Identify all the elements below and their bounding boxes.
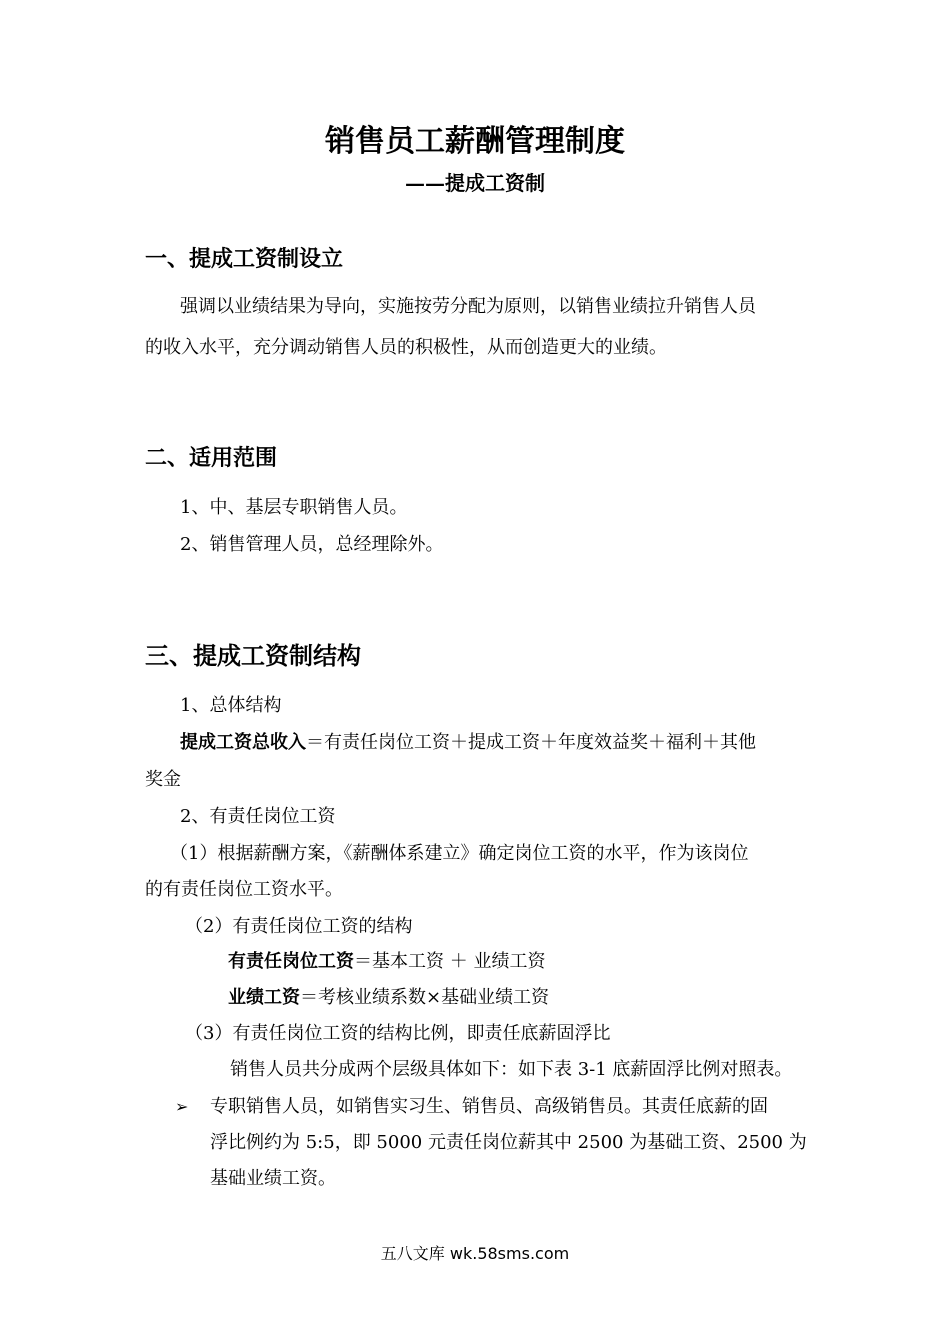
document-title: 销售员工薪酬管理制度 (325, 124, 625, 159)
section-3-item-2: 2、有责任岗位工资 (180, 806, 336, 827)
sub-item-3: （3）有责任岗位工资的结构比例，即责任底薪固浮比 (185, 1023, 611, 1044)
sub-item-2: （2）有责任岗位工资的结构 (185, 916, 413, 937)
position-wage-equation (228, 948, 545, 976)
total-income-term: 提成工资总收入 (180, 732, 306, 753)
total-income-formula-wrap: 奖金 (145, 769, 181, 790)
section-1-heading: 一、提成工资制设立 (145, 246, 344, 272)
bullet-line-3: 基础业绩工资。 (210, 1168, 336, 1189)
footer-watermark: 五八文库 wk.58sms.com (380, 1244, 570, 1263)
sub-item-3-description: 销售人员共分成两个层级具体如下：如下表 3-1 底薪固浮比例对照表。 (230, 1059, 793, 1080)
arrow-bullet-icon: ➢ (175, 1097, 189, 1116)
performance-wage-term: 业绩工资 (228, 987, 300, 1008)
position-wage-expression: ＝基本工资 ＋ 业绩工资 (354, 951, 546, 972)
section-3-item-1: 1、总体结构 (180, 695, 282, 716)
sub-item-1-line-2: 的有责任岗位工资水平。 (145, 879, 343, 900)
bullet-line-2: 浮比例约为 5:5，即 5000 元责任岗位薪其中 2500 为基础工资、2500 为 (210, 1132, 807, 1153)
performance-wage-equation (228, 984, 549, 1012)
position-wage-term: 有责任岗位工资 (228, 951, 354, 972)
section-3-heading: 三、提成工资制结构 (145, 641, 361, 670)
performance-wage-expression: ＝考核业绩系数×基础业绩工资 (300, 987, 550, 1008)
section-2-heading: 二、适用范围 (145, 445, 278, 471)
document-subtitle: ——提成工资制 (405, 171, 545, 195)
section-2-item-2: 2、销售管理人员，总经理除外。 (180, 534, 444, 555)
section-1-paragraph-line-1: 强调以业绩结果为导向，实施按劳分配为原则，以销售业绩拉升销售人员 (180, 296, 756, 317)
total-income-expression: ＝有责任岗位工资＋提成工资＋年度效益奖＋福利＋其他 (306, 732, 756, 753)
total-income-formula (180, 729, 756, 757)
section-1-paragraph-line-2: 的收入水平，充分调动销售人员的积极性，从而创造更大的业绩。 (145, 337, 667, 358)
section-2-item-1: 1、中、基层专职销售人员。 (180, 497, 408, 518)
bullet-line-1: 专职销售人员，如销售实习生、销售员、高级销售员。其责任底薪的固 (210, 1096, 768, 1117)
sub-item-1-line-1: （1）根据薪酬方案，《薪酬体系建立》确定岗位工资的水平，作为该岗位 (170, 843, 749, 864)
